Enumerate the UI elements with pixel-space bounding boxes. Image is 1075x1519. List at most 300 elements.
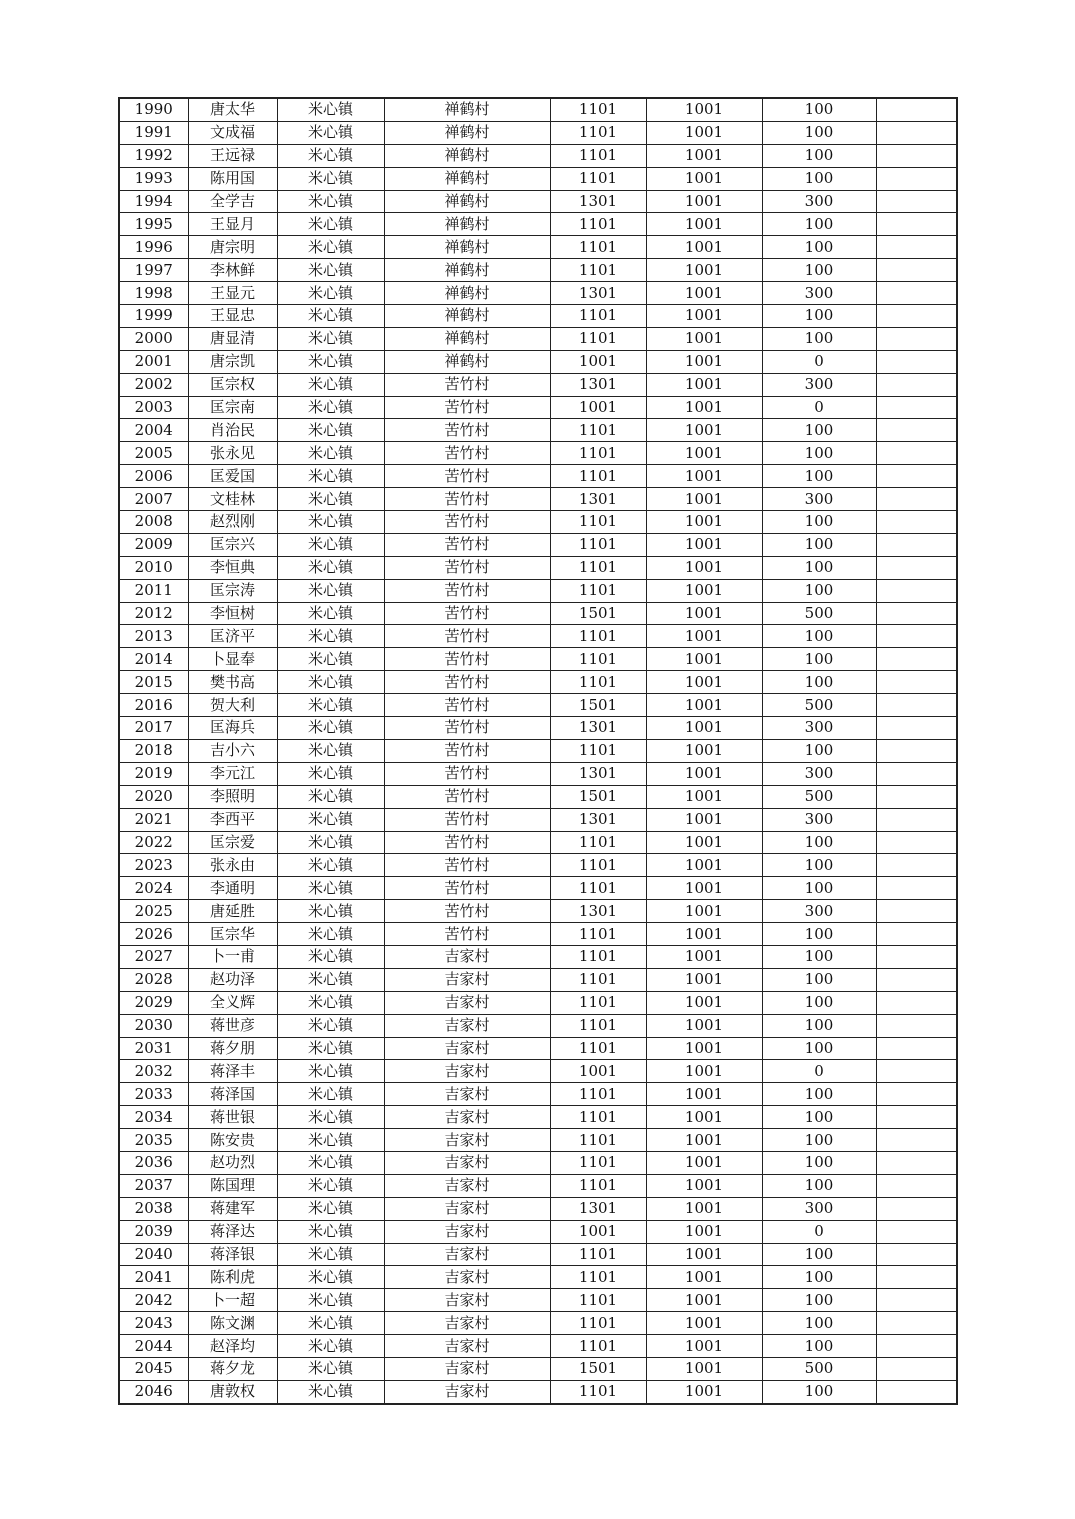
- value-b-cell: 1001: [646, 877, 762, 900]
- amount-cell: 500: [762, 785, 876, 808]
- row-number-cell: 2034: [119, 1106, 188, 1129]
- town-cell: 米心镇: [277, 488, 384, 511]
- table-row: [119, 694, 957, 717]
- remark-cell: [876, 488, 957, 511]
- town-cell: 米心镇: [277, 190, 384, 213]
- value-a-cell: 1101: [550, 442, 646, 465]
- table-row: [119, 236, 957, 259]
- name-cell: 蒋世银: [188, 1106, 277, 1129]
- value-a-cell: 1301: [550, 190, 646, 213]
- amount-cell: 0: [762, 1220, 876, 1243]
- table-body: [119, 98, 957, 1404]
- town-cell: 米心镇: [277, 556, 384, 579]
- town-cell: 米心镇: [277, 1037, 384, 1060]
- village-cell: 禅鹤村: [384, 144, 550, 167]
- name-cell: 李恒树: [188, 602, 277, 625]
- remark-cell: [876, 350, 957, 373]
- town-cell: 米心镇: [277, 282, 384, 305]
- town-cell: 米心镇: [277, 579, 384, 602]
- value-b-cell: 1001: [646, 1220, 762, 1243]
- value-a-cell: 1101: [550, 625, 646, 648]
- value-b-cell: 1001: [646, 144, 762, 167]
- remark-cell: [876, 1037, 957, 1060]
- value-b-cell: 1001: [646, 923, 762, 946]
- remark-cell: [876, 808, 957, 831]
- value-b-cell: 1001: [646, 991, 762, 1014]
- table-row: [119, 121, 957, 144]
- value-b-cell: 1001: [646, 1083, 762, 1106]
- town-cell: 米心镇: [277, 877, 384, 900]
- value-a-cell: 1101: [550, 1312, 646, 1335]
- name-cell: 王远禄: [188, 144, 277, 167]
- table-row: [119, 259, 957, 282]
- village-cell: 苦竹村: [384, 694, 550, 717]
- value-b-cell: 1001: [646, 671, 762, 694]
- town-cell: 米心镇: [277, 694, 384, 717]
- value-b-cell: 1001: [646, 1380, 762, 1403]
- town-cell: 米心镇: [277, 854, 384, 877]
- town-cell: 米心镇: [277, 350, 384, 373]
- amount-cell: 0: [762, 396, 876, 419]
- remark-cell: [876, 305, 957, 328]
- table-row: [119, 1037, 957, 1060]
- name-cell: 吉小六: [188, 739, 277, 762]
- amount-cell: 100: [762, 1243, 876, 1266]
- remark-cell: [876, 1129, 957, 1152]
- amount-cell: 100: [762, 1380, 876, 1403]
- remark-cell: [876, 1106, 957, 1129]
- remark-cell: [876, 945, 957, 968]
- amount-cell: 300: [762, 900, 876, 923]
- name-cell: 赵功烈: [188, 1151, 277, 1174]
- village-cell: 苦竹村: [384, 785, 550, 808]
- value-b-cell: 1001: [646, 648, 762, 671]
- name-cell: 唐显清: [188, 327, 277, 350]
- village-cell: 吉家村: [384, 1243, 550, 1266]
- amount-cell: 300: [762, 282, 876, 305]
- name-cell: 匡宗涛: [188, 579, 277, 602]
- amount-cell: 100: [762, 625, 876, 648]
- town-cell: 米心镇: [277, 1014, 384, 1037]
- name-cell: 李通明: [188, 877, 277, 900]
- remark-cell: [876, 762, 957, 785]
- amount-cell: 300: [762, 717, 876, 740]
- village-cell: 苦竹村: [384, 465, 550, 488]
- amount-cell: 100: [762, 144, 876, 167]
- row-number-cell: 2012: [119, 602, 188, 625]
- value-b-cell: 1001: [646, 396, 762, 419]
- town-cell: 米心镇: [277, 785, 384, 808]
- row-number-cell: 2029: [119, 991, 188, 1014]
- remark-cell: [876, 785, 957, 808]
- village-cell: 吉家村: [384, 1106, 550, 1129]
- remark-cell: [876, 259, 957, 282]
- remark-cell: [876, 236, 957, 259]
- town-cell: 米心镇: [277, 1312, 384, 1335]
- value-b-cell: 1001: [646, 900, 762, 923]
- value-a-cell: 1101: [550, 923, 646, 946]
- remark-cell: [876, 373, 957, 396]
- amount-cell: 100: [762, 259, 876, 282]
- amount-cell: 300: [762, 488, 876, 511]
- name-cell: 匡宗兴: [188, 533, 277, 556]
- row-number-cell: 2021: [119, 808, 188, 831]
- table-row: [119, 1380, 957, 1403]
- name-cell: 唐敦权: [188, 1380, 277, 1403]
- remark-cell: [876, 1289, 957, 1312]
- row-number-cell: 2002: [119, 373, 188, 396]
- amount-cell: 100: [762, 1335, 876, 1358]
- village-cell: 苦竹村: [384, 717, 550, 740]
- remark-cell: [876, 1266, 957, 1289]
- name-cell: 张永见: [188, 442, 277, 465]
- village-cell: 苦竹村: [384, 854, 550, 877]
- value-a-cell: 1101: [550, 419, 646, 442]
- row-number-cell: 2032: [119, 1060, 188, 1083]
- name-cell: 陈用国: [188, 167, 277, 190]
- value-a-cell: 1301: [550, 282, 646, 305]
- village-cell: 苦竹村: [384, 625, 550, 648]
- table-row: [119, 991, 957, 1014]
- value-a-cell: 1101: [550, 1266, 646, 1289]
- row-number-cell: 2046: [119, 1380, 188, 1403]
- remark-cell: [876, 1151, 957, 1174]
- name-cell: 肖治民: [188, 419, 277, 442]
- value-b-cell: 1001: [646, 762, 762, 785]
- amount-cell: 100: [762, 831, 876, 854]
- row-number-cell: 2037: [119, 1174, 188, 1197]
- table-row: [119, 968, 957, 991]
- town-cell: 米心镇: [277, 305, 384, 328]
- table-row: [119, 831, 957, 854]
- name-cell: 李西平: [188, 808, 277, 831]
- amount-cell: 100: [762, 968, 876, 991]
- village-cell: 苦竹村: [384, 671, 550, 694]
- value-a-cell: 1101: [550, 831, 646, 854]
- table-row: [119, 1266, 957, 1289]
- value-a-cell: 1001: [550, 1060, 646, 1083]
- table-row: [119, 923, 957, 946]
- town-cell: 米心镇: [277, 900, 384, 923]
- name-cell: 匡宗华: [188, 923, 277, 946]
- row-number-cell: 2033: [119, 1083, 188, 1106]
- value-a-cell: 1101: [550, 511, 646, 534]
- village-cell: 禅鹤村: [384, 305, 550, 328]
- amount-cell: 100: [762, 1037, 876, 1060]
- table-row: [119, 305, 957, 328]
- row-number-cell: 2020: [119, 785, 188, 808]
- value-a-cell: 1101: [550, 648, 646, 671]
- remark-cell: [876, 511, 957, 534]
- name-cell: 卜一超: [188, 1289, 277, 1312]
- table-row: [119, 1014, 957, 1037]
- amount-cell: 100: [762, 945, 876, 968]
- amount-cell: 500: [762, 602, 876, 625]
- table-row: [119, 465, 957, 488]
- town-cell: 米心镇: [277, 442, 384, 465]
- name-cell: 陈文渊: [188, 1312, 277, 1335]
- remark-cell: [876, 579, 957, 602]
- value-b-cell: 1001: [646, 831, 762, 854]
- table-row: [119, 854, 957, 877]
- value-a-cell: 1101: [550, 533, 646, 556]
- remark-cell: [876, 694, 957, 717]
- value-a-cell: 1101: [550, 305, 646, 328]
- table-row: [119, 1243, 957, 1266]
- amount-cell: 100: [762, 465, 876, 488]
- row-number-cell: 2041: [119, 1266, 188, 1289]
- remark-cell: [876, 1174, 957, 1197]
- name-cell: 李照明: [188, 785, 277, 808]
- value-b-cell: 1001: [646, 945, 762, 968]
- value-a-cell: 1101: [550, 854, 646, 877]
- town-cell: 米心镇: [277, 167, 384, 190]
- remark-cell: [876, 1357, 957, 1380]
- row-number-cell: 2036: [119, 1151, 188, 1174]
- village-cell: 吉家村: [384, 1083, 550, 1106]
- value-a-cell: 1301: [550, 808, 646, 831]
- table-row: [119, 1060, 957, 1083]
- value-a-cell: 1101: [550, 991, 646, 1014]
- table-row: [119, 1083, 957, 1106]
- village-cell: 苦竹村: [384, 488, 550, 511]
- table-row: [119, 213, 957, 236]
- village-cell: 吉家村: [384, 945, 550, 968]
- village-cell: 吉家村: [384, 1289, 550, 1312]
- row-number-cell: 1997: [119, 259, 188, 282]
- remark-cell: [876, 190, 957, 213]
- row-number-cell: 1992: [119, 144, 188, 167]
- name-cell: 匡宗南: [188, 396, 277, 419]
- name-cell: 文桂林: [188, 488, 277, 511]
- value-a-cell: 1101: [550, 1106, 646, 1129]
- value-a-cell: 1101: [550, 1335, 646, 1358]
- value-a-cell: 1301: [550, 717, 646, 740]
- remark-cell: [876, 1380, 957, 1403]
- value-b-cell: 1001: [646, 98, 762, 121]
- name-cell: 唐太华: [188, 98, 277, 121]
- amount-cell: 100: [762, 1289, 876, 1312]
- value-a-cell: 1101: [550, 98, 646, 121]
- value-b-cell: 1001: [646, 327, 762, 350]
- value-a-cell: 1501: [550, 1357, 646, 1380]
- name-cell: 匡济平: [188, 625, 277, 648]
- town-cell: 米心镇: [277, 923, 384, 946]
- row-number-cell: 2030: [119, 1014, 188, 1037]
- amount-cell: 100: [762, 511, 876, 534]
- value-a-cell: 1301: [550, 900, 646, 923]
- name-cell: 赵烈刚: [188, 511, 277, 534]
- table-row: [119, 1335, 957, 1358]
- table-row: [119, 808, 957, 831]
- name-cell: 赵功泽: [188, 968, 277, 991]
- village-cell: 禅鹤村: [384, 259, 550, 282]
- row-number-cell: 1995: [119, 213, 188, 236]
- remark-cell: [876, 991, 957, 1014]
- value-b-cell: 1001: [646, 1289, 762, 1312]
- town-cell: 米心镇: [277, 465, 384, 488]
- value-a-cell: 1101: [550, 1129, 646, 1152]
- village-cell: 吉家村: [384, 1335, 550, 1358]
- table-row: [119, 1129, 957, 1152]
- town-cell: 米心镇: [277, 327, 384, 350]
- town-cell: 米心镇: [277, 1174, 384, 1197]
- amount-cell: 100: [762, 877, 876, 900]
- town-cell: 米心镇: [277, 144, 384, 167]
- amount-cell: 100: [762, 923, 876, 946]
- amount-cell: 100: [762, 556, 876, 579]
- town-cell: 米心镇: [277, 1289, 384, 1312]
- remark-cell: [876, 327, 957, 350]
- amount-cell: 300: [762, 808, 876, 831]
- row-number-cell: 2040: [119, 1243, 188, 1266]
- village-cell: 吉家村: [384, 1220, 550, 1243]
- value-b-cell: 1001: [646, 350, 762, 373]
- row-number-cell: 2027: [119, 945, 188, 968]
- village-cell: 吉家村: [384, 1380, 550, 1403]
- row-number-cell: 2028: [119, 968, 188, 991]
- amount-cell: 500: [762, 694, 876, 717]
- row-number-cell: 2013: [119, 625, 188, 648]
- value-a-cell: 1101: [550, 1014, 646, 1037]
- town-cell: 米心镇: [277, 533, 384, 556]
- remark-cell: [876, 854, 957, 877]
- table-row: [119, 511, 957, 534]
- name-cell: 匡宗爱: [188, 831, 277, 854]
- table-row: [119, 419, 957, 442]
- town-cell: 米心镇: [277, 511, 384, 534]
- village-cell: 苦竹村: [384, 419, 550, 442]
- town-cell: 米心镇: [277, 602, 384, 625]
- village-cell: 吉家村: [384, 1014, 550, 1037]
- table-row: [119, 396, 957, 419]
- remark-cell: [876, 533, 957, 556]
- town-cell: 米心镇: [277, 1266, 384, 1289]
- name-cell: 全学吉: [188, 190, 277, 213]
- value-b-cell: 1001: [646, 373, 762, 396]
- town-cell: 米心镇: [277, 739, 384, 762]
- value-b-cell: 1001: [646, 419, 762, 442]
- amount-cell: 100: [762, 419, 876, 442]
- amount-cell: 100: [762, 1151, 876, 1174]
- name-cell: 唐宗凯: [188, 350, 277, 373]
- value-a-cell: 1101: [550, 1289, 646, 1312]
- remark-cell: [876, 282, 957, 305]
- remark-cell: [876, 877, 957, 900]
- table-row: [119, 900, 957, 923]
- name-cell: 文成福: [188, 121, 277, 144]
- name-cell: 樊书高: [188, 671, 277, 694]
- name-cell: 蒋夕龙: [188, 1357, 277, 1380]
- row-number-cell: 2042: [119, 1289, 188, 1312]
- row-number-cell: 2045: [119, 1357, 188, 1380]
- amount-cell: 100: [762, 1083, 876, 1106]
- table-row: [119, 373, 957, 396]
- name-cell: 蒋泽银: [188, 1243, 277, 1266]
- value-a-cell: 1101: [550, 465, 646, 488]
- town-cell: 米心镇: [277, 1151, 384, 1174]
- row-number-cell: 1994: [119, 190, 188, 213]
- value-b-cell: 1001: [646, 259, 762, 282]
- remark-cell: [876, 1014, 957, 1037]
- remark-cell: [876, 1197, 957, 1220]
- value-b-cell: 1001: [646, 694, 762, 717]
- value-a-cell: 1501: [550, 602, 646, 625]
- village-cell: 禅鹤村: [384, 167, 550, 190]
- value-b-cell: 1001: [646, 190, 762, 213]
- town-cell: 米心镇: [277, 991, 384, 1014]
- row-number-cell: 2038: [119, 1197, 188, 1220]
- row-number-cell: 2004: [119, 419, 188, 442]
- value-a-cell: 1101: [550, 945, 646, 968]
- value-a-cell: 1101: [550, 556, 646, 579]
- remark-cell: [876, 121, 957, 144]
- amount-cell: 100: [762, 1312, 876, 1335]
- value-b-cell: 1001: [646, 465, 762, 488]
- village-cell: 吉家村: [384, 1266, 550, 1289]
- remark-cell: [876, 419, 957, 442]
- name-cell: 匡爱国: [188, 465, 277, 488]
- value-a-cell: 1101: [550, 236, 646, 259]
- village-cell: 禅鹤村: [384, 121, 550, 144]
- value-a-cell: 1101: [550, 671, 646, 694]
- village-cell: 苦竹村: [384, 739, 550, 762]
- row-number-cell: 2019: [119, 762, 188, 785]
- row-number-cell: 2031: [119, 1037, 188, 1060]
- value-b-cell: 1001: [646, 1151, 762, 1174]
- value-a-cell: 1101: [550, 167, 646, 190]
- value-b-cell: 1001: [646, 739, 762, 762]
- row-number-cell: 2039: [119, 1220, 188, 1243]
- table-row: [119, 625, 957, 648]
- amount-cell: 100: [762, 671, 876, 694]
- name-cell: 蒋世彦: [188, 1014, 277, 1037]
- village-cell: 吉家村: [384, 1060, 550, 1083]
- value-b-cell: 1001: [646, 1174, 762, 1197]
- village-cell: 吉家村: [384, 1037, 550, 1060]
- value-b-cell: 1001: [646, 488, 762, 511]
- name-cell: 唐宗明: [188, 236, 277, 259]
- amount-cell: 0: [762, 350, 876, 373]
- name-cell: 陈利虎: [188, 1266, 277, 1289]
- table-row: [119, 1151, 957, 1174]
- name-cell: 蒋泽丰: [188, 1060, 277, 1083]
- remark-cell: [876, 602, 957, 625]
- row-number-cell: 2006: [119, 465, 188, 488]
- value-b-cell: 1001: [646, 1197, 762, 1220]
- table-row: [119, 350, 957, 373]
- row-number-cell: 2009: [119, 533, 188, 556]
- town-cell: 米心镇: [277, 625, 384, 648]
- value-a-cell: 1001: [550, 396, 646, 419]
- table-row: [119, 717, 957, 740]
- value-b-cell: 1001: [646, 121, 762, 144]
- row-number-cell: 2005: [119, 442, 188, 465]
- table-row: [119, 327, 957, 350]
- value-a-cell: 1101: [550, 579, 646, 602]
- amount-cell: 100: [762, 854, 876, 877]
- value-a-cell: 1301: [550, 373, 646, 396]
- town-cell: 米心镇: [277, 373, 384, 396]
- village-cell: 吉家村: [384, 1312, 550, 1335]
- table-row: [119, 1357, 957, 1380]
- row-number-cell: 1999: [119, 305, 188, 328]
- value-b-cell: 1001: [646, 282, 762, 305]
- value-b-cell: 1001: [646, 1129, 762, 1152]
- table-row: [119, 1289, 957, 1312]
- amount-cell: 300: [762, 190, 876, 213]
- value-a-cell: 1101: [550, 739, 646, 762]
